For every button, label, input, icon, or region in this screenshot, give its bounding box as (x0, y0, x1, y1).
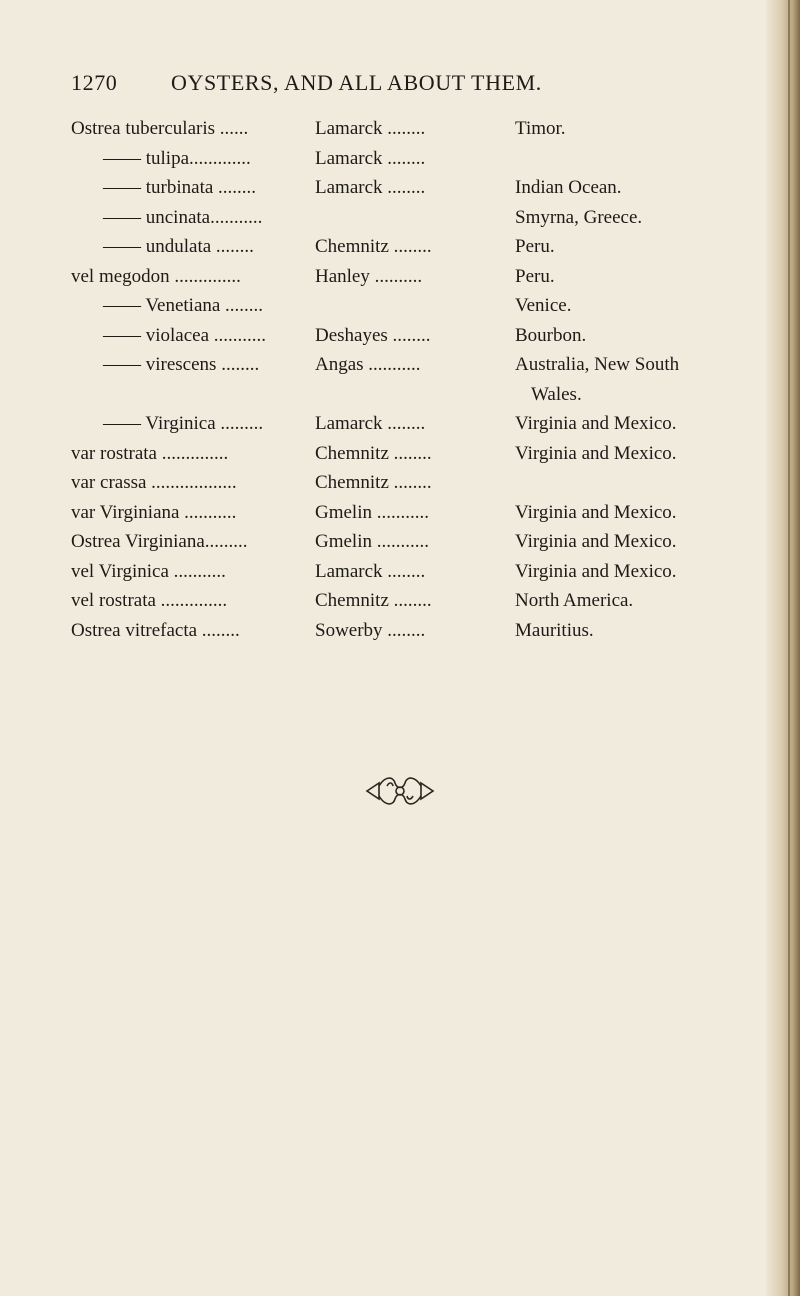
locality-continuation: Wales. (531, 383, 582, 405)
table-row (71, 616, 771, 646)
species-locality: Timor. (515, 118, 566, 139)
species-locality: North America. (515, 590, 634, 611)
species-locality: Peru. (515, 236, 555, 257)
species-name: —— turbinata ........ (103, 177, 257, 198)
table-row (71, 262, 771, 292)
table-row (71, 409, 771, 439)
species-locality: Bourbon. (515, 324, 587, 346)
species-locality (515, 350, 679, 409)
species-name: vel Virginica ........... (71, 560, 226, 582)
species-locality: Virginia and Mexico. (515, 531, 677, 552)
species-name: —— violacea ........... (103, 324, 267, 346)
species-name: —— virescens ........ (103, 354, 260, 375)
species-author: Chemnitz ........ (315, 590, 432, 611)
table-row (71, 321, 771, 351)
species-author: Lamarck ........ (315, 560, 426, 582)
species-name: var crassa .................. (71, 472, 237, 493)
page-number: 1270 (71, 70, 118, 95)
species-author: Gmelin ........... (315, 531, 429, 552)
species-name: —— Venetiana ........ (103, 295, 264, 316)
species-name: —— undulata ........ (103, 236, 254, 257)
species-name: vel rostrata .............. (71, 590, 228, 611)
species-author: Lamarck ........ (315, 118, 426, 139)
table-row (71, 557, 771, 587)
species-name: Ostrea Virginiana......... (71, 531, 248, 552)
species-author: Lamarck ........ (315, 413, 426, 434)
species-name: var Virginiana ........... (71, 501, 237, 523)
species-author: Chemnitz ........ (315, 472, 432, 493)
species-locality: Virginia and Mexico. (515, 413, 677, 434)
species-name: var rostrata .............. (71, 442, 229, 464)
species-author: Chemnitz ........ (315, 442, 432, 464)
locality-line: Australia, New South (515, 354, 680, 375)
running-title: OYSTERS, AND ALL ABOUT THEM. (171, 70, 542, 95)
species-author: Chemnitz ........ (315, 236, 432, 257)
species-locality: Virginia and Mexico. (515, 442, 677, 464)
species-author: Angas ........... (315, 354, 421, 375)
species-name: —— Virginica ......... (103, 413, 264, 434)
table-row (71, 173, 771, 203)
species-author: Gmelin ........... (315, 501, 429, 523)
species-author: Lamarck ........ (315, 177, 426, 198)
table-row (71, 498, 771, 528)
species-name: —— uncinata........... (103, 206, 263, 228)
table-row (71, 527, 771, 557)
species-locality: Indian Ocean. (515, 177, 622, 198)
species-name: Ostrea vitrefacta ........ (71, 619, 240, 641)
table-row (71, 232, 771, 262)
species-author: Lamarck ........ (315, 147, 426, 169)
species-locality: Mauritius. (515, 619, 594, 641)
species-author: Hanley .......... (315, 265, 423, 287)
table-row (71, 144, 771, 174)
species-locality: Smyrna, Greece. (515, 206, 643, 228)
species-table (71, 114, 771, 645)
page-edge-shadow (766, 0, 800, 1296)
fleuron-ornament-icon (365, 774, 435, 808)
table-row (71, 203, 771, 233)
species-locality: Virginia and Mexico. (515, 560, 677, 582)
species-name: vel megodon .............. (71, 265, 241, 287)
species-locality: Virginia and Mexico. (515, 501, 677, 523)
table-row (71, 586, 771, 616)
species-author: Sowerby ........ (315, 619, 426, 641)
table-row (71, 114, 771, 144)
species-locality: Peru. (515, 265, 555, 287)
species-locality: Venice. (515, 295, 572, 316)
species-name: —— tulipa............. (103, 147, 251, 169)
table-row (71, 468, 771, 498)
species-author: Deshayes ........ (315, 324, 431, 346)
table-row (71, 291, 771, 321)
species-name: Ostrea tubercularis ...... (71, 118, 249, 139)
table-row (71, 439, 771, 469)
table-row (71, 350, 771, 409)
